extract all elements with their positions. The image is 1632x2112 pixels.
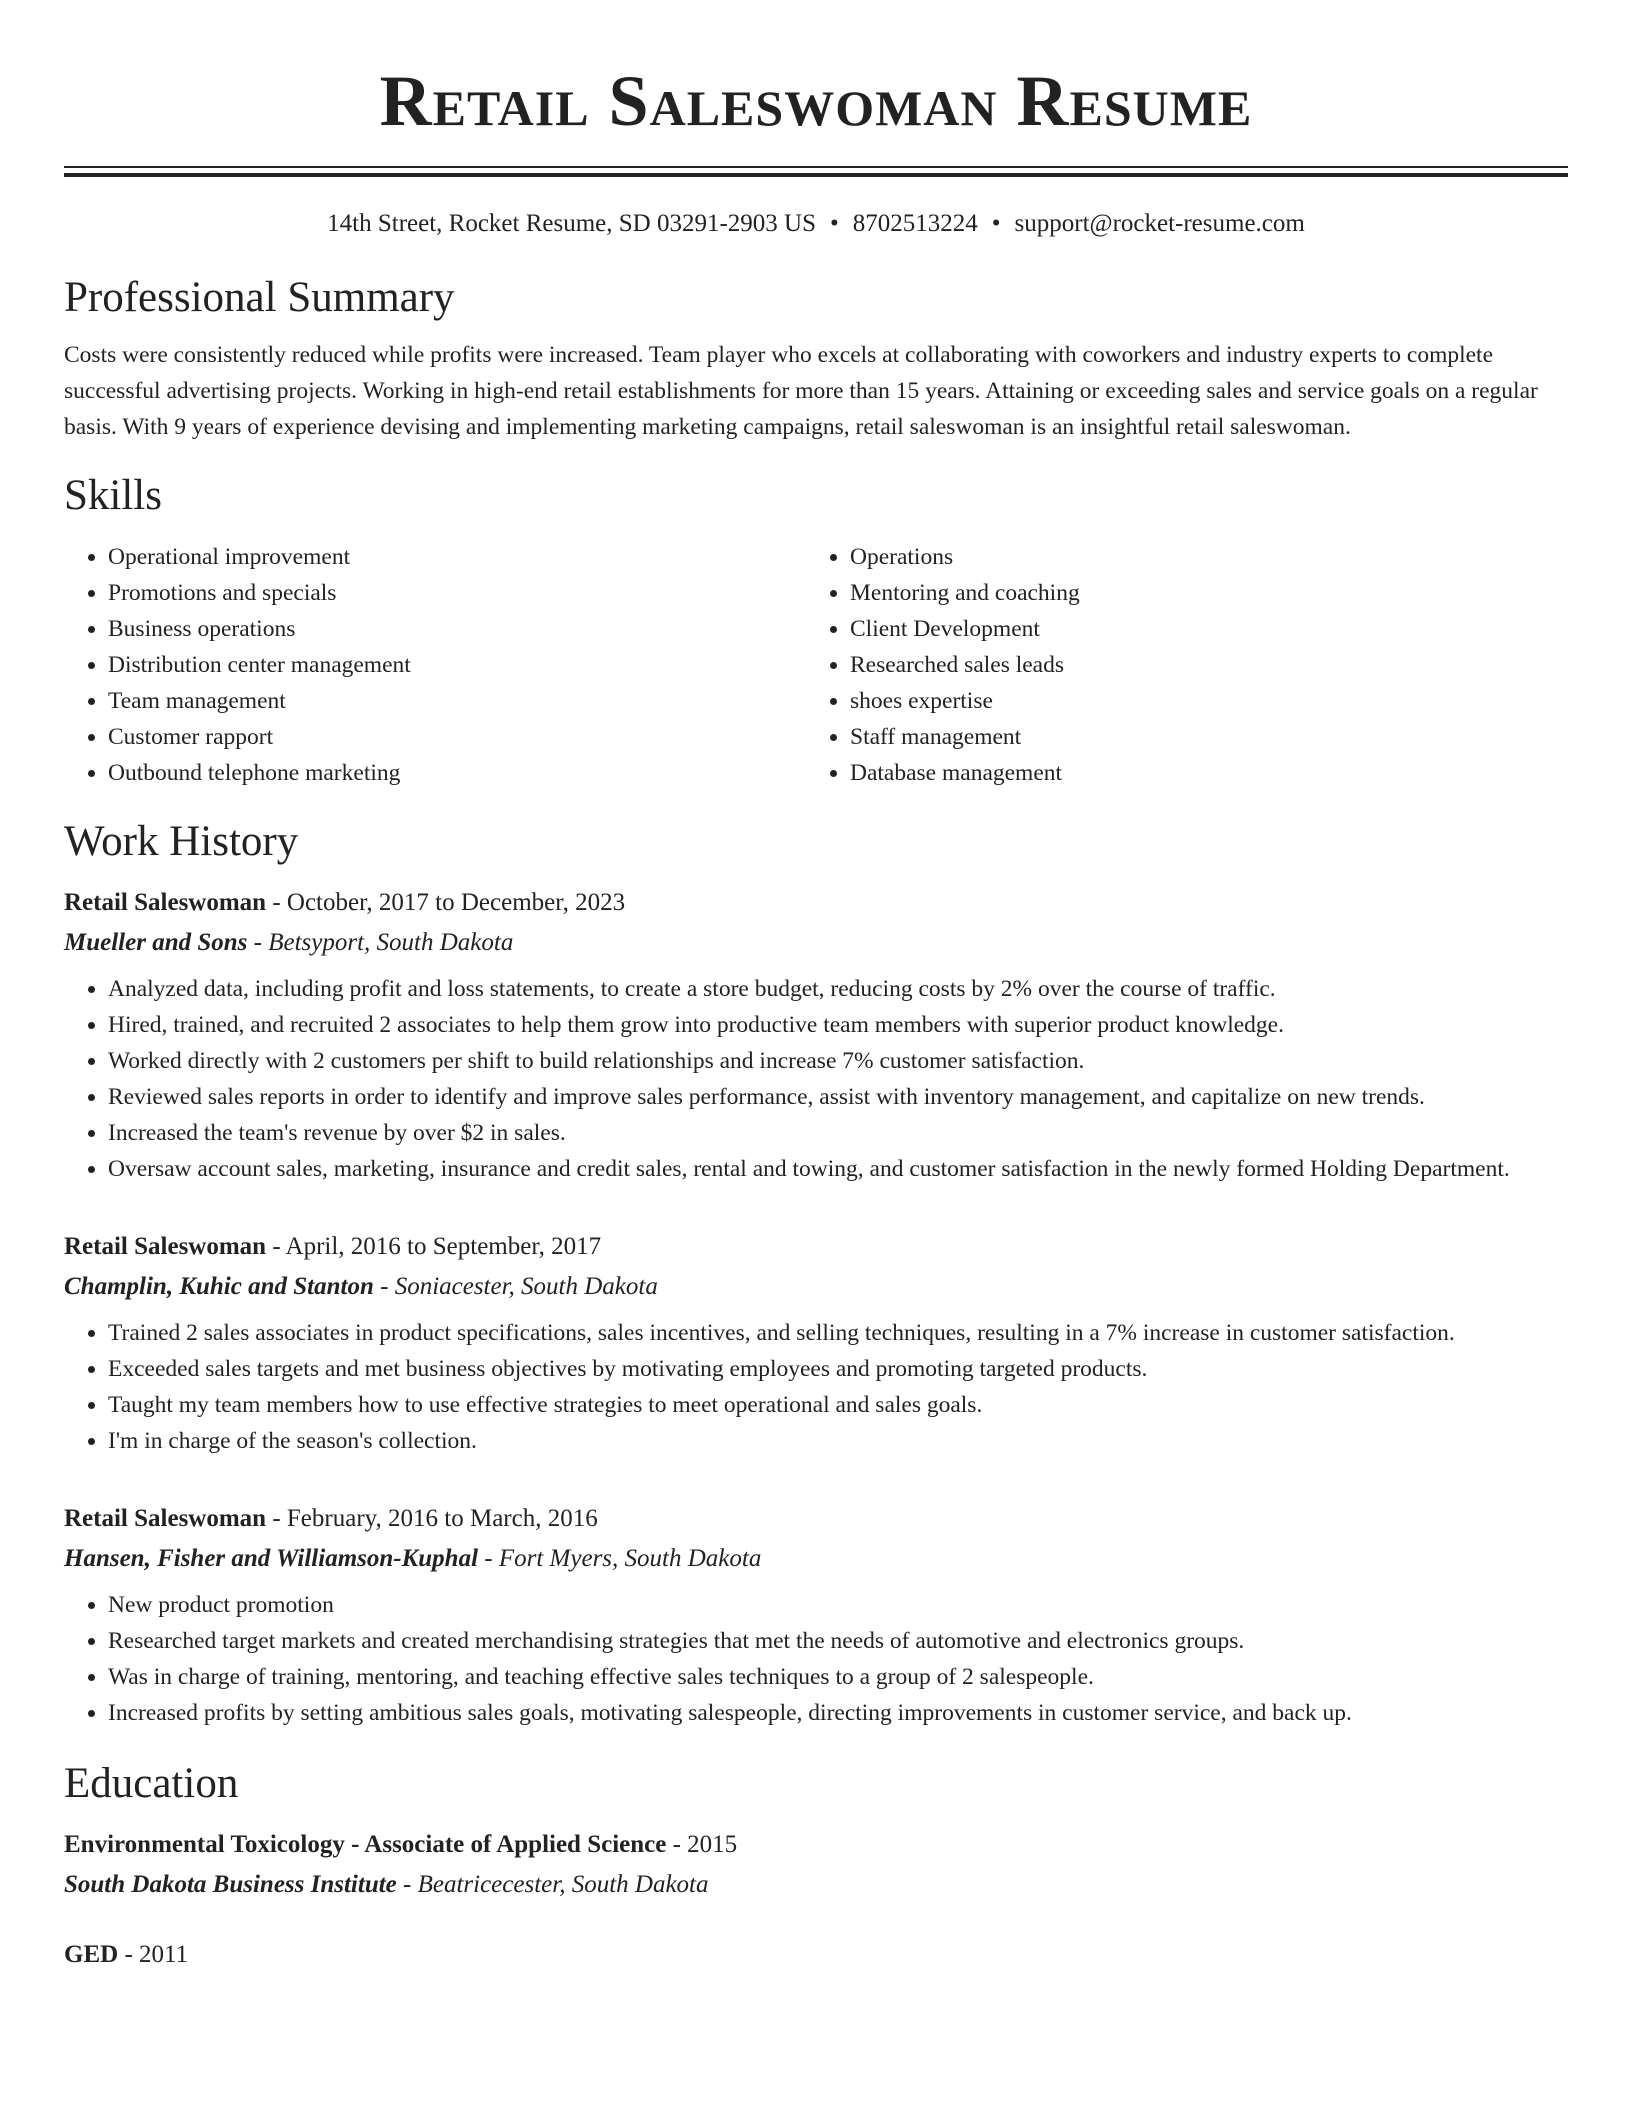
skill-item: • Operations xyxy=(850,539,1566,575)
job-bullets xyxy=(64,971,1568,1187)
job-entry xyxy=(64,887,1568,1187)
job-company: Hansen, Fisher and Williamson-Kuphal xyxy=(64,1545,479,1572)
resume-title: Retail Saleswoman Resume xyxy=(379,61,1253,141)
education-school: South Dakota Business Institute xyxy=(64,1871,397,1898)
education-entry xyxy=(64,1939,1568,1971)
education-degree: Environmental Toxicology - Associate of Applied Science xyxy=(64,1831,667,1858)
education-dash: - xyxy=(118,1941,140,1968)
job-title: Retail Saleswoman xyxy=(64,1233,267,1260)
education-degree: GED xyxy=(64,1941,119,1968)
job-title: Retail Saleswoman xyxy=(64,1505,267,1532)
education-year: 2011 xyxy=(139,1941,189,1968)
contact-email: support@rocket-resume.com xyxy=(1014,210,1305,237)
job-dash: - xyxy=(478,1545,499,1572)
job-bullet: • New product promotion xyxy=(108,1587,1568,1623)
skill-item: • Operational improvement xyxy=(108,539,806,575)
job-location: Betsyport, South Dakota xyxy=(268,929,514,956)
job-bullet: • Hired, trained, and recruited 2 associates to help them grow into productive team members with superior product knowledge. xyxy=(108,1007,1568,1043)
job-bullet: • Exceeded sales targets and met business objectives by motivating employees and promoting targeted products. xyxy=(108,1351,1568,1387)
job-company-line xyxy=(64,1271,1568,1303)
job-company: Champlin, Kuhic and Stanton xyxy=(64,1273,374,1300)
skill-item: • Client Development xyxy=(850,611,1566,647)
job-bullet: • I'm in charge of the season's collection. xyxy=(108,1423,1568,1459)
skills-heading: Skills xyxy=(64,472,162,519)
job-title-line xyxy=(64,1503,1568,1535)
job-title-line xyxy=(64,887,1568,919)
title-rule-thick xyxy=(64,173,1568,177)
job-bullet: • Worked directly with 2 customers per shift to build relationships and increase 7% customer satisfaction. xyxy=(108,1043,1568,1079)
skill-item: • Mentoring and coaching xyxy=(850,575,1566,611)
job-dash: - xyxy=(266,889,287,916)
job-bullet: • Researched target markets and created merchandising strategies that met the needs of automotive and electronics groups. xyxy=(108,1623,1568,1659)
skills-list-right xyxy=(806,539,1566,791)
education-dash: - xyxy=(396,1871,418,1898)
job-location: Fort Myers, South Dakota xyxy=(498,1545,762,1572)
skill-item: • shoes expertise xyxy=(850,683,1566,719)
contact-phone: 8702513224 xyxy=(852,210,978,237)
contact-separator: • xyxy=(991,210,1001,237)
job-bullets xyxy=(64,1315,1568,1459)
skills-list-left xyxy=(64,539,806,791)
contact-separator: • xyxy=(830,210,839,237)
job-dates: October, 2017 to December, 2023 xyxy=(286,889,626,916)
skill-item: • Outbound telephone marketing xyxy=(108,755,806,791)
job-company: Mueller and Sons xyxy=(64,929,248,956)
job-title-line xyxy=(64,1231,1568,1263)
job-dash: - xyxy=(373,1273,395,1300)
job-dates: February, 2016 to March, 2016 xyxy=(286,1505,598,1532)
education-degree-line xyxy=(64,1939,1568,1971)
education-school-line xyxy=(64,1869,1568,1901)
skill-item: • Customer rapport xyxy=(108,719,806,755)
job-entry xyxy=(64,1503,1568,1731)
job-title: Retail Saleswoman xyxy=(64,889,267,916)
education-degree-line xyxy=(64,1829,1568,1861)
job-bullet: • Analyzed data, including profit and loss statements, to create a store budget, reducing costs by 2% over the course of traffic. xyxy=(108,971,1568,1007)
job-company-line xyxy=(64,927,1568,959)
job-location: Soniacester, South Dakota xyxy=(394,1273,658,1300)
job-bullet: • Increased the team's revenue by over $2 in sales. xyxy=(108,1115,1568,1151)
job-dash: - xyxy=(266,1505,287,1532)
skills-columns xyxy=(64,539,1568,791)
education-location: Beatricecester, South Dakota xyxy=(417,1871,709,1898)
job-dash: - xyxy=(266,1233,286,1260)
skill-item: • Promotions and specials xyxy=(108,575,806,611)
education-year: 2015 xyxy=(687,1831,738,1858)
job-bullet: • Oversaw account sales, marketing, insurance and credit sales, rental and towing, and customer satisfaction in the newly formed Holding Department. xyxy=(108,1151,1568,1187)
work-history-heading: Work History xyxy=(64,818,299,865)
skill-item: • Distribution center management xyxy=(108,647,806,683)
job-bullet: • Was in charge of training, mentoring, and teaching effective sales techniques to a group of 2 salespeople. xyxy=(108,1659,1568,1695)
job-dash: - xyxy=(247,929,269,956)
job-bullet: • Increased profits by setting ambitious sales goals, motivating salespeople, directing improvements in customer service, and back up. xyxy=(108,1695,1568,1731)
job-dates: April, 2016 to September, 2017 xyxy=(285,1233,602,1260)
skill-item: • Database management xyxy=(850,755,1566,791)
job-entry xyxy=(64,1231,1568,1459)
education-entry xyxy=(64,1829,1568,1901)
skill-item: • Business operations xyxy=(108,611,806,647)
job-bullets xyxy=(64,1587,1568,1731)
skill-item: • Team management xyxy=(108,683,806,719)
contact-address: 14th Street, Rocket Resume, SD 03291-2903 US xyxy=(327,210,817,237)
job-bullet: • Trained 2 sales associates in product specifications, sales incentives, and selling techniques, resulting in a 7% increase in customer satisfaction. xyxy=(108,1315,1568,1351)
contact-line xyxy=(64,209,1568,239)
job-company-line xyxy=(64,1543,1568,1575)
education-heading: Education xyxy=(64,1760,239,1807)
education-dash: - xyxy=(666,1831,688,1858)
skill-item: • Staff management xyxy=(850,719,1566,755)
summary-heading: Professional Summary xyxy=(64,274,455,321)
summary-text: Costs were consistently reduced while profits were increased. Team player who excels at collaborating with coworkers and industry experts to complete successful advertising projects. Working in high-end retail establishments for more than 15 years. Attaining or exceeding sales and service goals on a regular basis. With 9 years of experience devising and implementing marketing campaigns, retail saleswoman is an insightful retail saleswoman. xyxy=(64,342,1538,440)
job-bullet: • Taught my team members how to use effective strategies to meet operational and sales goals. xyxy=(108,1387,1568,1423)
title-rule-thin xyxy=(64,166,1568,168)
job-bullet: • Reviewed sales reports in order to identify and improve sales performance, assist with inventory management, and capitalize on new trends. xyxy=(108,1079,1568,1115)
skill-item: • Researched sales leads xyxy=(850,647,1566,683)
